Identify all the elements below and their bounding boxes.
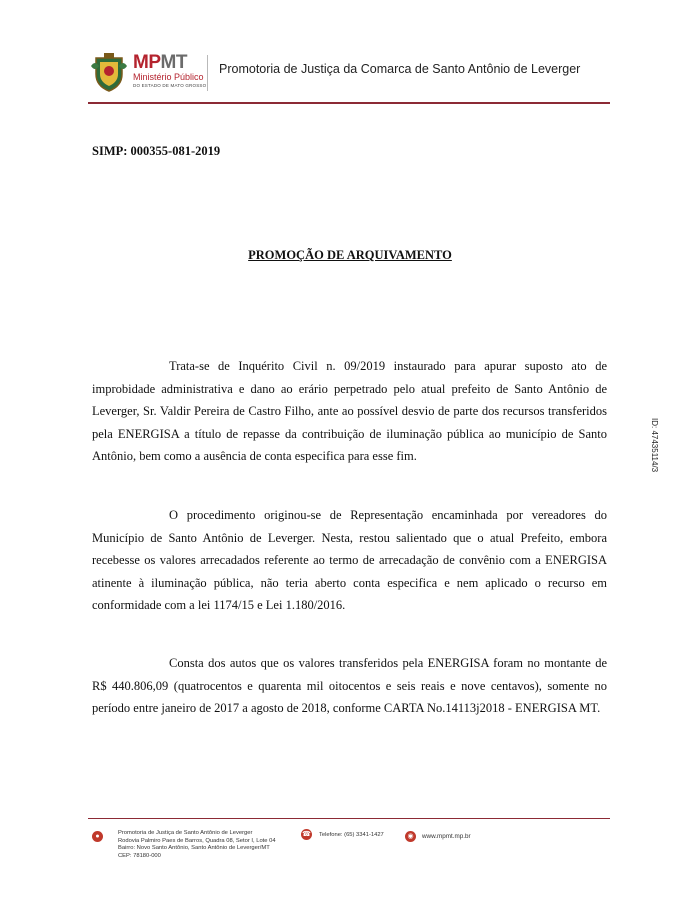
simp-number: SIMP: 000355-081-2019 [92, 144, 221, 158]
footer-address [118, 830, 276, 860]
header-divider [207, 55, 208, 91]
mpmt-logo [88, 50, 208, 96]
phone-icon: ☎ [302, 831, 311, 838]
footer-rule [88, 818, 610, 819]
header-rule [88, 102, 610, 104]
document-title: PROMOÇÃO DE ARQUIVAMENTO [248, 248, 452, 262]
logo-state: DO ESTADO DE MATO GROSSO [133, 83, 207, 88]
header-title: Promotoria de Justiça da Comarca de Santo Antônio de Leverger [219, 62, 581, 76]
paragraph-3: Consta dos autos que os valores transferidos pela ENERGISA foram no montante de R$ 440.806,09 (quatrocentos e quarenta mil oitocentos e seis reais e nove centavos), somente no período entre janeiro de 2017 a agosto de 2018, conforme CARTA No.14113j2018 - ENERGISA MT. [92, 656, 607, 715]
globe-icon: ◉ [405, 831, 416, 842]
paragraph-2: O procedimento originou-se de Representação encaminhada por vereadores do Município de Santo Antônio de Leverger. Nesta, restou salientado que o atual Prefeito, embora recebesse os valores arrecadados referente ao termo de arrecadação de convênio com a ENERGISA atinente à iluminação pública, não teria aberto conta especifica e nem aplicado o recurso em conformidade com a lei 1174/15 e Lei 1.180/2016. [92, 508, 607, 612]
crest-logo [90, 52, 128, 92]
page-header [88, 50, 610, 106]
address-line: Promotoria de Justiça de Santo Antônio de Leverger [118, 830, 253, 836]
logo-subtitle: Ministério Público [133, 72, 204, 82]
footer-website[interactable]: www.mpmt.mp.br [422, 833, 471, 840]
address-line: CEP: 78180-000 [118, 852, 161, 859]
document-id: ID: 47435114/3 [650, 418, 659, 473]
logo-brand: MPMT [133, 52, 187, 73]
address-line: Rodovia Palmiro Paes de Barros, Quadra 08, Setor I, Lote 04 [118, 837, 276, 844]
location-pin-icon: ● [92, 831, 103, 842]
address-line: Bairro: Novo Santo Antônio, Santo Antônio de Leverger/MT [118, 845, 270, 852]
footer-phone: Telefone: (65) 3341-1427 [319, 832, 384, 838]
paragraph-1: Trata-se de Inquérito Civil n. 09/2019 instaurado para apurar suposto ato de improbidade administrativa e dano ao erário perpetrado pelo atual prefeito de Santo Antônio de Leverger, Sr. Valdir Pereira de Castro Filho, ante ao possível desvio de parte dos recursos transferidos pela ENERGISA a título de repasse da contribuição de iluminação pública ao município de Santo Antônio, bem como a ausência de conta especifica para esse fim. [92, 359, 607, 463]
